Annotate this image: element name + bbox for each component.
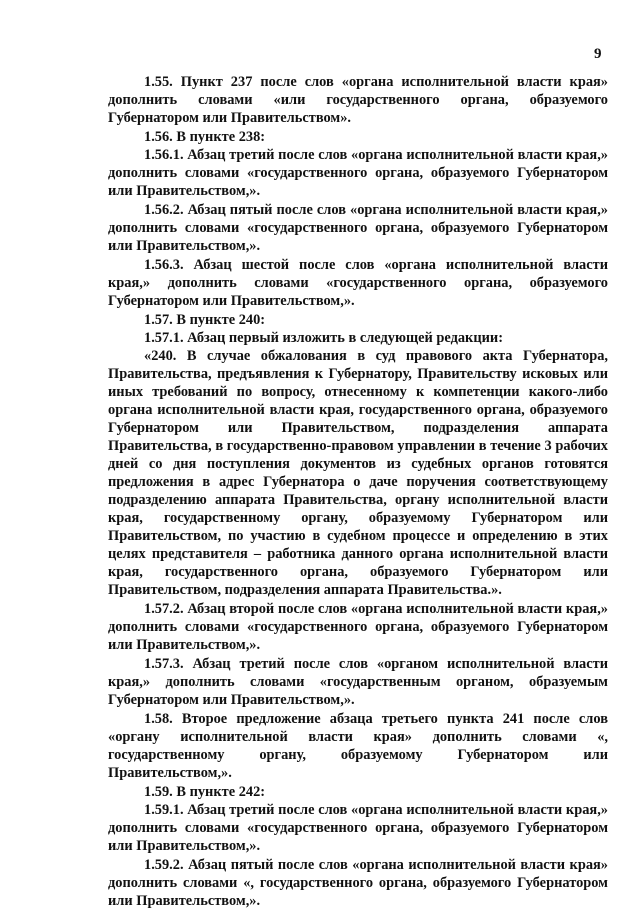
paragraph-1-59-2: 1.59.2. Абзац пятый после слов «органа исполнительной власти края» дополнить словами «, государственного органа, образуемого Губернатором или Правительством,».	[108, 857, 608, 909]
paragraph-1-56-2: 1.56.2. Абзац пятый после слов «органа исполнительной власти края,» дополнить словами «государственного органа, образуемого Губернатором или Правительством,».	[108, 202, 608, 254]
paragraph-1-57-1: 1.57.1. Абзац первый изложить в следующей редакции:	[144, 330, 504, 346]
paragraph-1-58: 1.58. Второе предложение абзаца третьего пункта 241 после слов «органу исполнительной власти края» дополнить словами «, государственному органу, образуемому Губернатором или Правительством,».	[108, 711, 608, 781]
paragraph-1-57-2: 1.57.2. Абзац второй после слов «органа исполнительной власти края,» дополнить словами «государственного органа, образуемого Губернатором или Правительством,».	[108, 601, 608, 653]
paragraph-1-55: 1.55. Пункт 237 после слов «органа исполнительной власти края» дополнить словами «или государственного органа, образуемого Губернатором или Правительством».	[108, 74, 608, 126]
paragraph-1-56-3: 1.56.3. Абзац шестой после слов «органа исполнительной власти края,» дополнить словами «государственного органа, образуемого Губернатором или Правительством,».	[108, 257, 608, 309]
paragraph-1-59: 1.59. В пункте 242:	[144, 784, 266, 800]
paragraph-1-59-1: 1.59.1. Абзац третий после слов «органа исполнительной власти края,» дополнить словами «государственного органа, образуемого Губернатором или Правительством,».	[108, 802, 608, 854]
paragraph-1-56-1: 1.56.1. Абзац третий после слов «органа исполнительной власти края,» дополнить словами «государственного органа, образуемого Губернатором или Правительством,».	[108, 147, 608, 199]
paragraph-1-56: 1.56. В пункте 238:	[144, 129, 266, 145]
page-number: 9	[594, 46, 602, 62]
paragraph-1-57: 1.57. В пункте 240:	[144, 312, 266, 328]
document-body	[108, 73, 608, 911]
paragraph-240-text: «240. В случае обжалования в суд правового акта Губернатора, Правительства, предъявления к Губернатору, Правительству исковых или иных требований по вопросу, отнесенному к компетенции какого-либо органа исполнительной власти края, государственного органа, образуемого Губернатором или Правительством, подразделения аппарата Правительства, в государственно-правовом управлении в течение 3 рабочих дней со дня поступления документов из судебных органов готовятся предложения в адрес Губернатора о даче поручения соответствующему подразделению аппарата Правительства, органу исполнительной власти края, государственному органу, образуемому Губернатором или Правительством, по участию в судебном процессе и определению в этих целях представителя – работника данного органа исполнительной власти края, государственного органа, образуемого Губернатором или Правительством, подразделения аппарата Правительства.».	[108, 348, 608, 598]
paragraph-1-57-3: 1.57.3. Абзац третий после слов «органом исполнительной власти края,» дополнить словами «государственным органом, образуемым Губернатором или Правительством,».	[108, 656, 608, 708]
